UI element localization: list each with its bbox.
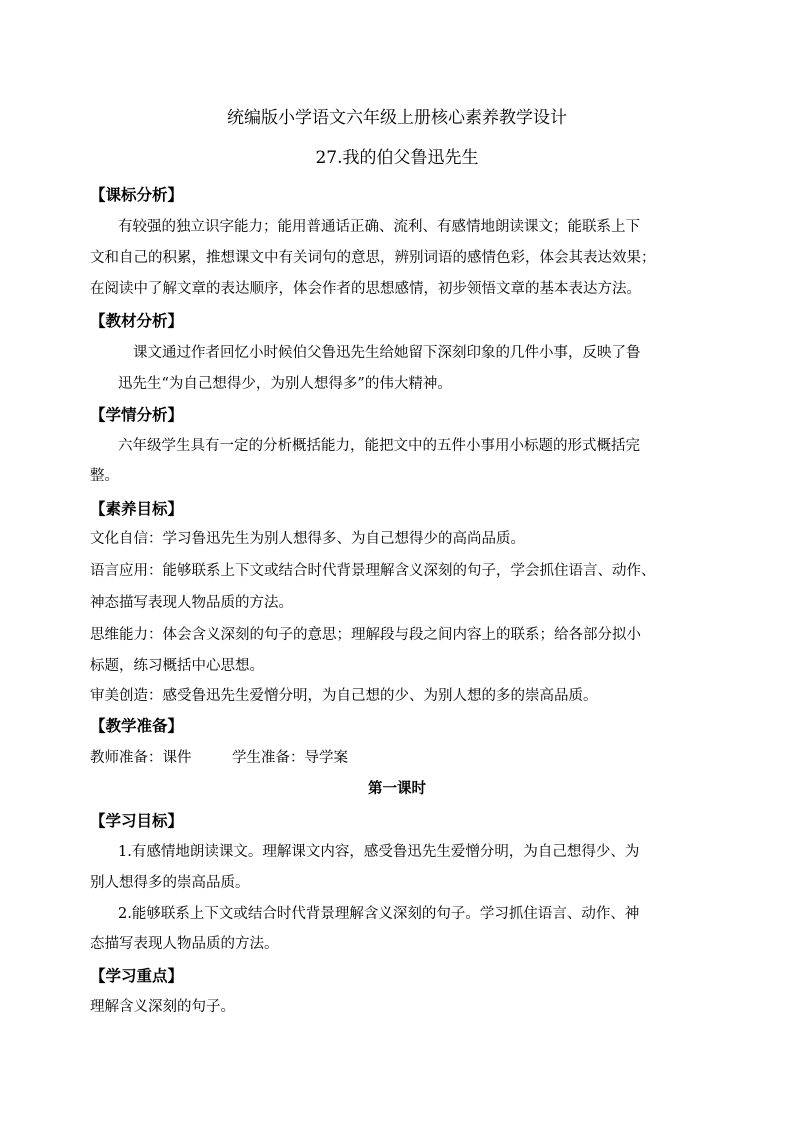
section-heading-curriculum-analysis: 【课标分析】 (90, 185, 184, 204)
paragraph-line: 六年级学生具有一定的分析概括能力，能把文中的五件小事用小标题的形式概括完 (118, 438, 640, 454)
section-heading-student-analysis: 【学情分析】 (90, 405, 184, 424)
paragraph-line: 迅先生“为自己想得少，为别人想得多”的伟大精神。 (118, 376, 452, 392)
paragraph-line: 在阅读中了解文章的表达顺序，体会作者的思想感情，初步领悟文章的基本表达方法。 (90, 281, 641, 297)
section-heading-learning-goals: 【学习目标】 (90, 811, 184, 830)
paragraph-line: 语言应用：能够联系上下文或结合时代背景理解含义深刻的句子，学会抓住语言、动作、 (90, 563, 656, 579)
paragraph-line: 神态描写表现人物品质的方法。 (90, 595, 293, 611)
teacher-preparation: 教师准备：课件 (90, 750, 192, 766)
paragraph-line: 文和自己的积累，推想课文中有关词句的意思，辨别词语的感情色彩，体会其表达效果； (90, 250, 656, 266)
paragraph-line: 1.有感情地朗读课文。理解课文内容，感受鲁迅先生爱憎分明，为自己想得少、为 (118, 844, 640, 860)
paragraph-line: 理解含义深刻的句子。 (90, 999, 235, 1015)
student-preparation: 学生准备：导学案 (232, 750, 348, 766)
section-heading-textbook-analysis: 【教材分析】 (90, 311, 184, 330)
section-heading-key-points: 【学习重点】 (90, 966, 184, 985)
paragraph-line: 思维能力：体会含义深刻的句子的意思；理解段与段之间内容上的联系；给各部分拟小 (90, 627, 641, 643)
paragraph-line: 标题，练习概括中心思想。 (90, 658, 264, 674)
paragraph-line: 态描写表现人物品质的方法。 (90, 936, 279, 952)
section-heading-teaching-preparation: 【教学准备】 (90, 716, 184, 735)
document-title: 统编版小学语文六年级上册核心素养教学设计 (227, 108, 567, 128)
paragraph-line: 课文通过作者回忆小时候伯父鲁迅先生给她留下深刻印象的几件小事，反映了鲁 (133, 345, 641, 361)
paragraph-line: 2.能够联系上下文或结合时代背景理解含义深刻的句子。学习抓住语言、动作、神 (118, 906, 640, 922)
paragraph-line: 文化自信：学习鲁迅先生为别人想得多、为自己想得少的高尚品质。 (90, 531, 525, 547)
paragraph-line: 别人想得多的崇高品质。 (90, 875, 250, 891)
document-subtitle: 27.我的伯父鲁迅先生 (315, 148, 479, 168)
paragraph-line: 审美创造：感受鲁迅先生爱憎分明，为自己想的少、为别人想的多的崇高品质。 (90, 688, 598, 704)
lesson-period-title: 第一课时 (368, 780, 426, 797)
paragraph-line: 有较强的独立识字能力；能用普通话正确、流利、有感情地朗读课文；能联系上下 (118, 219, 640, 235)
section-heading-literacy-goals: 【素养目标】 (90, 499, 184, 518)
paragraph-line: 整。 (90, 468, 119, 484)
